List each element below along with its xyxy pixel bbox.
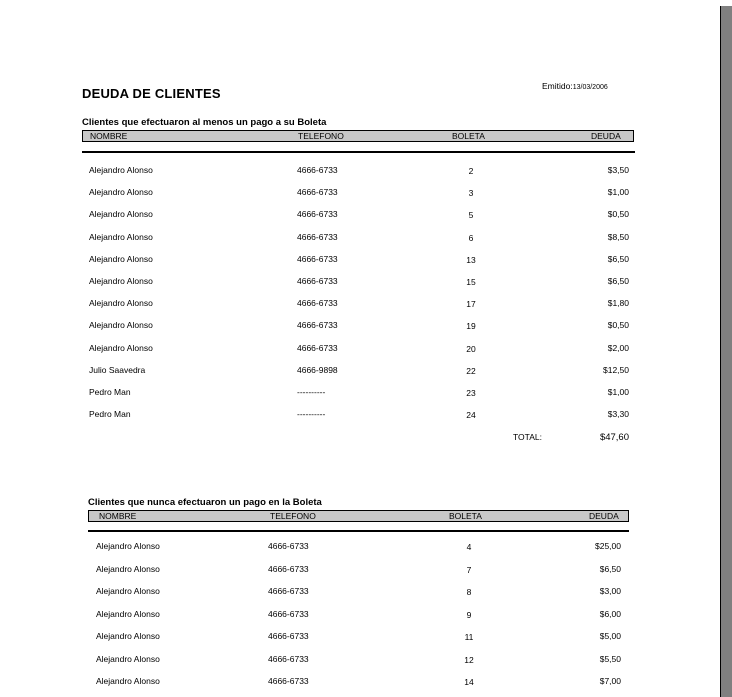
cell-deuda: $6,00 — [599, 608, 621, 619]
cell-telefono: 4666-6733 — [268, 676, 309, 686]
table-row — [0, 387, 720, 401]
cell-boleta: 12 — [464, 654, 474, 665]
cell-nombre: Pedro Man — [89, 409, 131, 420]
cell-nombre: Alejandro Alonso — [89, 231, 153, 242]
cell-deuda: $2,00 — [607, 342, 629, 353]
table-row — [0, 276, 720, 290]
cell-deuda: $3,30 — [607, 409, 629, 420]
cell-nombre: Alejandro Alonso — [96, 653, 160, 664]
table-row — [0, 165, 720, 179]
cell-nombre: Alejandro Alonso — [89, 342, 153, 353]
table-row — [0, 343, 720, 357]
total-value: $47,60 — [599, 432, 629, 443]
cell-boleta: 11 — [464, 632, 474, 642]
cell-nombre: Alejandro Alonso — [89, 165, 153, 175]
cell-boleta: 6 — [468, 232, 474, 243]
table-row — [0, 676, 720, 690]
cell-nombre: Alejandro Alonso — [96, 608, 160, 619]
cell-nombre: Alejandro Alonso — [89, 276, 153, 286]
cell-boleta: 3 — [468, 188, 474, 199]
cell-deuda: $1,80 — [607, 298, 629, 309]
cell-telefono: 4666-6733 — [268, 653, 309, 664]
cell-deuda: $8,50 — [607, 231, 629, 242]
cell-telefono: 4666-6733 — [297, 253, 338, 264]
cell-nombre: Alejandro Alonso — [89, 253, 153, 264]
page-shadow — [721, 6, 732, 697]
section1-header — [82, 130, 634, 142]
cell-nombre: Alejandro Alonso — [96, 676, 160, 686]
cell-telefono: 4666-6733 — [297, 298, 338, 309]
cell-boleta: 19 — [466, 321, 476, 332]
cell-boleta: 20 — [466, 343, 476, 354]
cell-boleta: 5 — [468, 210, 474, 221]
cell-deuda: $1,00 — [607, 187, 629, 198]
section1-rule — [82, 151, 635, 153]
table-row — [0, 654, 720, 668]
section1-title: Clientes que efectuaron al menos un pago a su Boleta — [82, 117, 327, 128]
table-row — [0, 320, 720, 334]
cell-deuda: $25,00 — [595, 541, 621, 551]
table-row — [0, 365, 720, 379]
col-telefono: TELEFONO — [298, 131, 344, 141]
cell-telefono: 4666-6733 — [268, 541, 309, 551]
cell-nombre: Pedro Man — [89, 387, 131, 397]
col-boleta: BOLETA — [449, 511, 482, 521]
cell-deuda: $0,50 — [607, 209, 629, 220]
cell-deuda: $7,00 — [599, 676, 621, 686]
cell-telefono: 4666-6733 — [297, 209, 338, 220]
issued-date — [542, 81, 608, 91]
cell-boleta: 23 — [466, 388, 476, 398]
col-nombre: NOMBRE — [99, 511, 137, 521]
col-nombre: NOMBRE — [90, 131, 128, 141]
cell-boleta: 15 — [466, 277, 476, 287]
cell-deuda: $6,50 — [607, 253, 629, 264]
issued-date-value: 13/03/2006 — [572, 84, 608, 91]
cell-deuda: $3,50 — [607, 165, 629, 175]
cell-telefono: 4666-6733 — [297, 187, 338, 198]
section2-header — [88, 510, 629, 522]
cell-boleta: 7 — [466, 564, 472, 575]
cell-deuda: $5,50 — [599, 653, 621, 664]
col-deuda: DEUDA — [591, 131, 621, 141]
cell-nombre: Alejandro Alonso — [96, 541, 160, 551]
issued-label: Emitido: — [542, 81, 573, 91]
cell-telefono: 4666-6733 — [297, 276, 338, 286]
cell-telefono: 4666-6733 — [297, 231, 338, 242]
table-row — [0, 209, 720, 223]
total-label: TOTAL: — [513, 432, 542, 442]
section2-rule — [88, 530, 629, 532]
table-row — [0, 409, 720, 423]
cell-deuda: $6,50 — [599, 563, 621, 574]
col-telefono: TELEFONO — [270, 511, 316, 521]
cell-boleta: 13 — [466, 254, 476, 265]
table-row — [0, 232, 720, 246]
cell-telefono: 4666-9898 — [297, 364, 338, 375]
cell-deuda: $1,00 — [607, 387, 629, 397]
cell-telefono: 4666-6733 — [268, 608, 309, 619]
cell-nombre: Alejandro Alonso — [96, 631, 160, 641]
cell-nombre: Julio Saavedra — [89, 364, 146, 375]
col-deuda: DEUDA — [589, 511, 619, 521]
table-row — [0, 609, 720, 623]
cell-telefono: ---------- — [297, 409, 326, 420]
table-row — [0, 631, 720, 645]
table-row — [0, 586, 720, 600]
cell-nombre: Alejandro Alonso — [89, 320, 153, 331]
cell-telefono: 4666-6733 — [268, 631, 309, 641]
table-row — [0, 298, 720, 312]
cell-deuda: $0,50 — [607, 320, 629, 331]
cell-telefono: 4666-6733 — [297, 320, 338, 331]
table-row — [0, 564, 720, 578]
cell-deuda: $6,50 — [607, 276, 629, 286]
cell-telefono: 4666-6733 — [297, 165, 338, 175]
cell-boleta: 2 — [468, 166, 474, 176]
cell-boleta: 4 — [466, 542, 472, 552]
cell-nombre: Alejandro Alonso — [89, 187, 153, 198]
cell-telefono: ---------- — [297, 387, 326, 397]
cell-telefono: 4666-6733 — [297, 342, 338, 353]
cell-telefono: 4666-6733 — [268, 586, 309, 596]
cell-deuda: $12,50 — [603, 364, 629, 375]
cell-deuda: $5,00 — [599, 631, 621, 641]
cell-nombre: Alejandro Alonso — [89, 298, 153, 309]
table-row — [0, 541, 720, 555]
cell-nombre: Alejandro Alonso — [96, 563, 160, 574]
cell-boleta: 17 — [466, 299, 476, 310]
cell-nombre: Alejandro Alonso — [89, 209, 153, 220]
cell-boleta: 24 — [466, 410, 476, 421]
table-row — [0, 254, 720, 268]
col-boleta: BOLETA — [452, 131, 485, 141]
cell-boleta: 22 — [466, 365, 476, 376]
cell-telefono: 4666-6733 — [268, 563, 309, 574]
cell-boleta: 9 — [466, 609, 472, 620]
report-title: DEUDA DE CLIENTES — [82, 86, 221, 101]
section2-title: Clientes que nunca efectuaron un pago en la Boleta — [88, 497, 322, 508]
cell-boleta: 8 — [466, 587, 472, 597]
cell-nombre: Alejandro Alonso — [96, 586, 160, 596]
cell-boleta: 14 — [464, 677, 474, 687]
table-row — [0, 187, 720, 201]
cell-deuda: $3,00 — [599, 586, 621, 596]
